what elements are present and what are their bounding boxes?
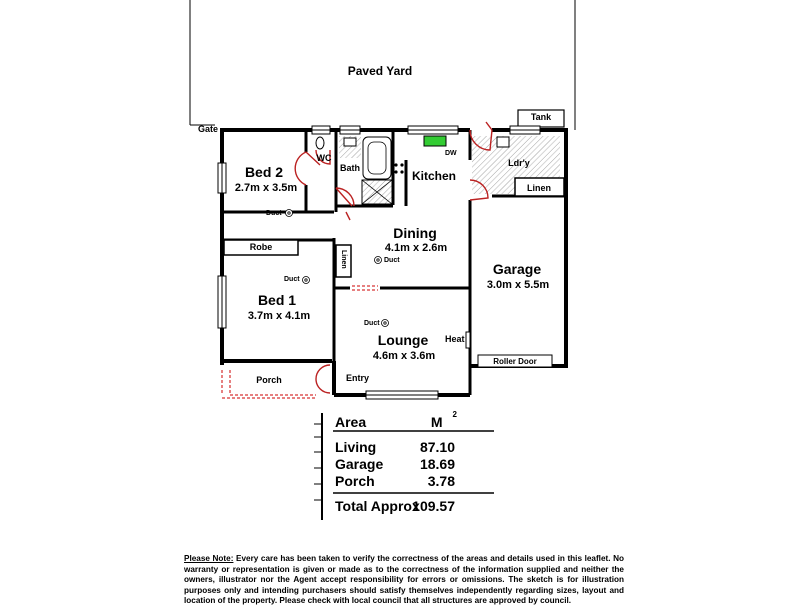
- duct-label-bed2: Duct: [266, 210, 282, 217]
- linen-laundry-label: Linen: [527, 183, 551, 193]
- bed1-dims: 3.7m x 4.1m: [247, 310, 311, 322]
- lounge-name: Lounge: [377, 332, 429, 348]
- disclaimer-text: Every care has been taken to verify the correctness of the areas and details used in this leaflet. No warranty or representation is given or made as to the correctness of the information supplied and neither the owners, illustrator nor the Agent accept responsibility for errors or omissions. The sketch is for illustration purposes only and intending purchasers should satisfy themselves independently regarding sizes, layout and location of the property. Please check with local council that all structures are approved by council.: [184, 554, 624, 605]
- heater: [466, 332, 470, 348]
- dining-dims: 4.1m x 2.6m: [384, 242, 448, 254]
- duct-label-lounge: Duct: [364, 320, 380, 327]
- area-header-unit: M $^2$: [430, 410, 457, 430]
- tank-label: Tank: [530, 112, 552, 122]
- kitchen-sink: [424, 136, 446, 146]
- duct-label-dining: Duct: [384, 257, 400, 264]
- disclaimer: [184, 554, 624, 607]
- disclaimer-lead: Please Note:: [184, 554, 234, 563]
- dining-name: Dining: [393, 225, 437, 241]
- laundry-trough: [497, 137, 509, 147]
- garage-dims: 3.0m x 5.5m: [486, 279, 550, 291]
- porch-label: Porch: [256, 375, 282, 385]
- roller-door-label: Roller Door: [493, 357, 537, 366]
- area-table-header: [335, 410, 457, 430]
- bed1-name: Bed 1: [257, 292, 297, 308]
- area-header-label: Area: [335, 414, 367, 430]
- lounge-dims: 4.6m x 3.6m: [372, 350, 436, 362]
- toilet: [316, 137, 324, 149]
- area-row-garage: Garage 18.69: [335, 456, 455, 472]
- cooktop: [394, 163, 403, 173]
- wc-label: WC: [316, 153, 332, 163]
- heat-label: Heat: [445, 334, 465, 344]
- area-row-total: Total Approx 109.57: [335, 498, 455, 514]
- entry-label: Entry: [346, 373, 370, 383]
- bath-basin: [344, 138, 356, 146]
- area-row-porch: Porch 3.78: [335, 473, 455, 489]
- robe-label: Robe: [249, 242, 273, 252]
- paved-yard-label: Paved Yard: [347, 64, 413, 78]
- area-row-living: Living 87.10: [335, 439, 455, 455]
- bed2-dims: 2.7m x 3.5m: [234, 182, 298, 194]
- duct-label-bed1: Duct: [284, 276, 300, 283]
- gate-label: Gate: [198, 124, 219, 134]
- garage-name: Garage: [492, 261, 542, 277]
- laundry-label: Ldr'y: [508, 158, 530, 168]
- linen-hall-label: Linen: [340, 250, 347, 269]
- kitchen-label: Kitchen: [411, 169, 457, 183]
- area-header-unit-sup: 2: [452, 410, 457, 420]
- dw-label: DW: [445, 150, 457, 157]
- bed2-name: Bed 2: [244, 164, 284, 180]
- bath-label: Bath: [340, 163, 360, 173]
